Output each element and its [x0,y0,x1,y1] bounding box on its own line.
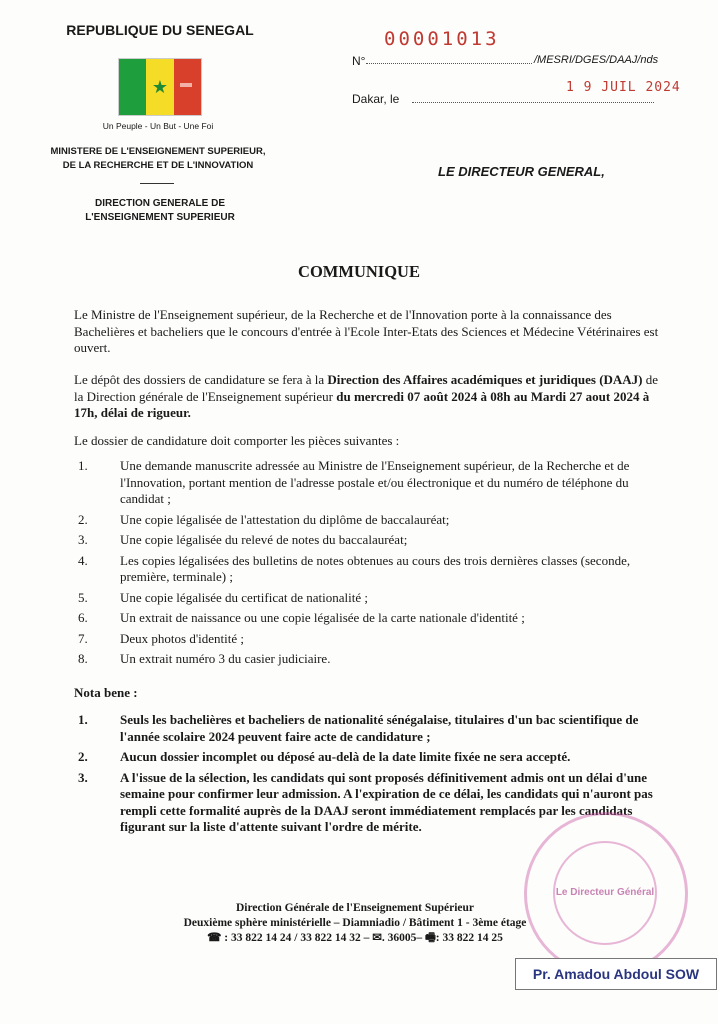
pieces-list [74,458,674,672]
senegal-flag-icon: ★ [118,58,202,116]
list-item-text: A l'issue de la sélection, les candidats qui sont proposés définitivement admis ont un délai d'une semaine pour confirmer leur admission. A l'expiration de ce délai, les candidats qui n'auront pas rempli cette formalité auprès de la DAAJ seront immédiatement remplacés par les candidats figurant sur la liste d'attente suivant l'ordre de mérite. [120,769,653,834]
country-name: REPUBLIQUE DU SENEGAL [66,22,254,38]
list-item [74,712,674,745]
footer-line1: Direction Générale de l'Enseignement Supérieur [235,902,475,914]
footer-address [120,901,590,946]
deposit-text-c: de la Direction générale de l'Enseignement supérieur [74,372,659,404]
reference-number-stamp: 00001013 [384,28,500,50]
list-item-text: Un extrait numéro 3 du casier judiciaire. [120,651,331,666]
direction-line1: DIRECTION GENERALE DE [94,198,225,209]
list-item-text: Un extrait de naissance ou une copie légalisée de la carte nationale d'identité ; [120,610,525,625]
footer-line3: ☎ : 33 822 14 24 / 33 822 14 32 – ✉. 36005– 🖷: 33 822 14 25 [207,932,503,944]
seal-text: Le Directeur Général [553,841,657,945]
reference-suffix: /MESRI/DGES/DAAJ/nds [534,54,659,66]
list-item-number: 2. [78,511,88,527]
deposit-office: Direction des Affaires académiques et juridiques (DAAJ) [327,372,643,387]
pieces-intro: Le dossier de candidature doit comporter les pièces suivantes : [74,433,400,448]
list-item [74,631,674,648]
list-item-number: 1. [78,458,88,473]
list-item-text: Aucun dossier incomplet ou déposé au-delà de la date limite fixée ne sera accepté. [120,749,571,764]
ministry-line1: MINISTERE DE L'ENSEIGNEMENT SUPERIEUR, [50,146,266,157]
list-item-number: 4. [78,552,88,568]
list-item [74,532,674,549]
national-motto: Un Peuple - Un But - Une Foi [102,121,214,131]
reference-dotted-line [366,63,532,64]
list-item-text: Une copie légalisée du certificat de nationalité ; [120,589,368,605]
list-item-text: Deux photos d'identité ; [120,630,245,646]
date-stamp: 1 9 JUIL 2024 [566,80,681,95]
list-item [74,610,674,627]
nota-bene-label: Nota bene : [74,685,138,700]
ministry-name [38,145,278,173]
official-seal-icon [524,812,688,976]
list-item [74,512,674,529]
ministry-line2: DE LA RECHERCHE ET DE L'INNOVATION [62,160,254,171]
direction-line2: L'ENSEIGNEMENT SUPERIEUR [85,212,235,223]
list-item-number: 6. [78,610,88,625]
list-item-text: Les copies légalisées des bulletins de notes obtenues au cours des trois dernières classes (seconde, première, terminale) ; [120,552,631,584]
intro-paragraph: Le Ministre de l'Enseignement supérieur, de la Recherche et de l'Innovation porte à la connaissance des Bachelières et bacheliers que le concours d'entrée à l'Ecole Inter-Etats des Sciences et Médecine Vétérinaires est ouvert. [74,307,659,355]
list-item-number: 2. [78,749,88,764]
list-item [74,651,674,668]
list-item-number: 7. [78,630,88,646]
list-item-text: Une demande manuscrite adressée au Ministre de l'Enseignement supérieur, de la Recherche et de l'Innovation, portant mention de l'adresse postale et/ou électronique et du numéro de téléphone du candidat ; [120,458,630,506]
list-item-number: 3. [78,769,88,785]
deposit-dates: du mercredi 07 août 2024 à 08h au Mardi 27 aout 2024 à 17h, délai de rigueur. [74,388,650,420]
deposit-paragraph [74,372,666,422]
reference-prefix: N° [352,54,366,68]
date-dotted-line [412,102,654,103]
list-item-text: Une copie légalisée du relevé de notes du baccalauréat; [120,532,408,547]
direction-name [62,197,258,225]
deposit-text-a: Le dépôt des dossiers de candidature se fera à la [74,372,328,387]
header-divider [140,183,174,184]
list-item-text: Une copie légalisée de l'attestation du diplôme de baccalauréat; [120,511,450,527]
list-item-number: 8. [78,651,88,666]
place-label: Dakar, le [352,92,400,106]
director-title: LE DIRECTEUR GENERAL, [438,164,605,179]
list-item-number: 5. [78,589,88,605]
page-title: COMMUNIQUE [298,262,420,281]
signatory-name: Pr. Amadou Abdoul SOW [515,958,717,990]
list-item-number: 3. [78,532,88,547]
list-item [74,553,674,586]
list-item-text: Seuls les bachelières et bacheliers de nationalité sénégalaise, titulaires d'un bac scientifique de l'année scolaire 2024 peuvent faire acte de candidature ; [120,712,639,744]
list-item-number: 1. [78,712,88,727]
list-item [74,458,674,508]
list-item [74,749,674,766]
footer-line2: Deuxième sphère ministérielle – Diamniadio / Bâtiment 1 - 3ème étage [183,917,527,929]
list-item [74,590,674,607]
